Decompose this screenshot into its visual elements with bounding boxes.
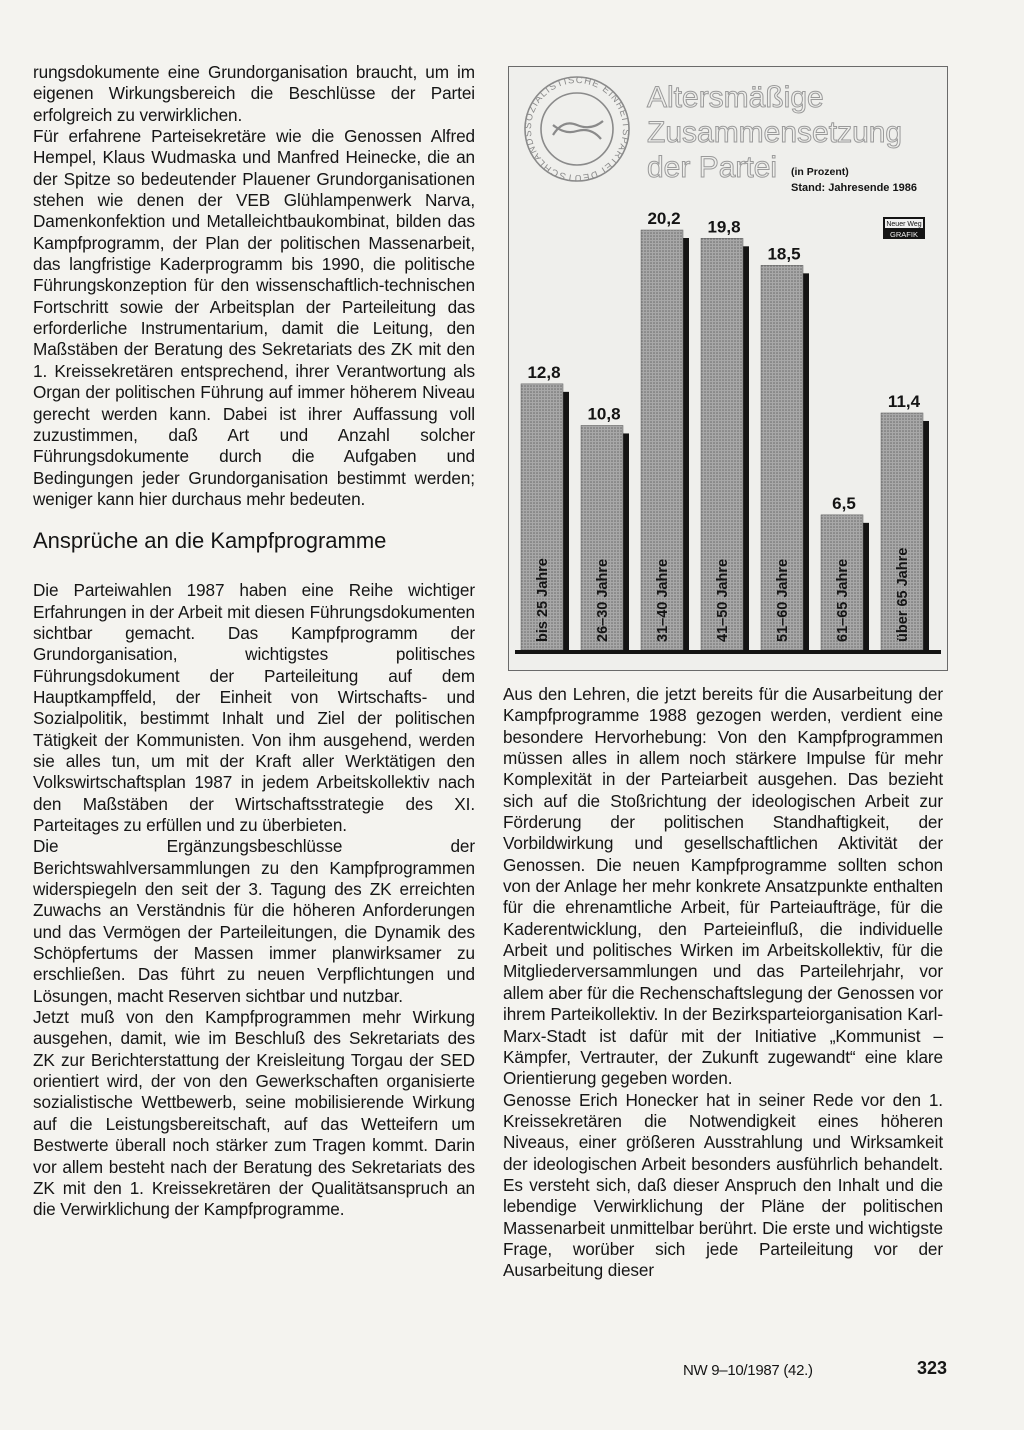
chart-baseline: [515, 650, 941, 654]
age-chart: [508, 66, 948, 671]
badge-text-bottom: GRAFIK: [890, 230, 918, 239]
bar-category-label: bis 25 Jahre: [535, 558, 551, 642]
bar-shadow: [803, 273, 809, 650]
bar-shadow: [743, 246, 749, 650]
bar-shadow: [563, 392, 569, 650]
bar-shadow: [623, 433, 629, 650]
bar-shadow: [863, 523, 869, 650]
paragraph: Jetzt muß von den Kampfprogrammen mehr Wirkung ausgehen, damit, wie im Beschluß des Sekretariats des ZK zur Berichterstattung der Kreisleitung Torgau der SED orientiert wird, der von den Gewerkschaften organisierte sozialistische Wettbewerb, seine mobilisierende Wirkung auf die Leistungsbereitschaft, auf das Wetteifern um Bestwerte überall noch stärker zum Tragen kommt. Darin vor allem besteht nach der Beratung des Sekretariats des ZK mit den 1. Kreissekretären der Qualitätsanspruch an die Verwirklichung der Kampfprogramme.: [33, 1007, 475, 1220]
paragraph: Genosse Erich Honecker hat in seiner Rede vor den 1. Kreissekretären die Notwendigkeit eines höheren Niveaus, einer größeren Ausstrahlung und Wirksamkeit der ideologischen Arbeit besonders ausführlich behandelt. Es versteht sich, daß dieser Anspruch den Inhalt und die lebendige Verwirklichung der Pläne der politischen Massenarbeit unmittelbar berührt. Die erste und wichtigste Frage, worüber sich jede Parteileitung vor der Ausarbeitung dieser: [503, 1089, 943, 1281]
footer-source: NW 9–10/1987 (42.): [683, 1362, 813, 1379]
publisher-badge: [883, 217, 925, 239]
bar-value-label: 11,4: [887, 391, 921, 411]
chart-title-line-3: der Partei: [647, 151, 778, 184]
left-text-column: [33, 62, 475, 1221]
chart-svg: [509, 67, 947, 670]
bar-value-label: 20,2: [647, 209, 681, 228]
party-emblem-icon: [523, 75, 631, 183]
page-number: 323: [917, 1358, 948, 1378]
bar-shadow: [923, 421, 929, 650]
emblem-text: SOZIALISTISCHE EINHEITSPARTEI DEUTSCHLANDS: [522, 74, 632, 184]
bar-category-label: 41–50 Jahre: [715, 558, 731, 642]
chart-title-line-2: Zusammensetzung: [647, 116, 903, 149]
paragraph: rungsdokumente eine Grundorganisation braucht, um im eigenen Wirkungsbereich die Beschlüsse der Partei erfolgreich zu verwirklichen.: [33, 62, 475, 125]
paragraph: Aus den Lehren, die jetzt bereits für die Ausarbeitung der Kampfprogramme 1988 gezogen werden, verdient eine besondere Hervorhebung: Von den Kampfprogrammen müssen alles in allem noch stärkere Impulse für mehr Komplexität in der Parteiarbeit ausgehen. Das bezieht sich auf die Stoßrichtung der ideologischen Arbeit zur Förderung der politischen Standhaftigkeit, der Vorbildwirkung und gesellschaftlichen Aktivität der Genossen. Die neuen Kampfprogramme sollten schon von der Anlage her mehr konkrete Ansatzpunkte enthalten für die ehrenamtliche Arbeit, für Parteiaufträge, für die Kaderentwicklung, den Parteieinfluß, die individuelle Arbeit und politisches Wirken im Arbeitskollektiv, für die Mitgliederversammlungen und das Parteilehrjahr, vor allem aber für die Rechenschaftslegung der Genossen vor ihrem Parteikollektiv. In der Bezirksparteiorganisation Karl-Marx-Stadt ist dafür mit der Initiative „Kommunist – Kämpfer, Vertrauter, der Zukunft zugewandt“ eine klare Orientierung gegeben worden.: [503, 684, 943, 1089]
bar-category-label: 31–40 Jahre: [655, 558, 671, 642]
paragraph: Die Parteiwahlen 1987 haben eine Reihe wichtiger Erfahrungen in der Arbeit mit diesen Führungsdokumenten sichtbar gemacht. Das Kampfprogramm der Grundorganisation, wichtigstes politisches Führungsdokument der Parteileitung auf dem Hauptkampffeld, der Einheit von Wirtschafts- und Sozialpolitik, bestimmt Inhalt und Ziel der politischen Tätigkeit der Kommunisten. Von ihm ausgehend, werden sie alles tun, um mit der Kraft aller Werktätigen den Volkswirtschaftsplan 1987 in jedem Arbeitskollektiv nach den Maßstäben der Wirtschaftsstrategie des XI. Parteitages zu erfüllen und zu überbieten.: [33, 580, 475, 835]
right-text-column: [503, 684, 943, 1282]
bar-value-label: 19,8: [707, 217, 741, 237]
paragraph: Für erfahrene Parteisekretäre wie die Genossen Alfred Hempel, Klaus Wudmaska und Manfred Heinecke, die an der Spitze so bedeutender Plauener Grundorganisationen stehen wie denen der VEB Glühlampenwerk Narva, Damenkonfektion und Metalleichtbaukombinat, bilden das Kampfprogramm, der Plan der politischen Massenarbeit, das langfristige Kaderprogramm bis 1990, die politische Führungskonzeption für den wissenschaftlich-technischen Fortschritt sowie der Arbeitsplan der Parteileitung das erforderliche Instrumentarium, damit die Leitung, den Maßstäben der Beratung des Sekretariats des ZK mit den 1. Kreissekretären entsprechend, ihrer Verantwortung als Organ der politischen Führung auf immer höherem Niveau gerecht werden kann. Dabei ist ihrer Auffassung voll zuzustimmen, daß Art und Anzahl solcher Führungsdokumente durch die Aufgaben und Bedingungen jeder Grundorganisation bestimmt werden; weniger kann hier durchaus mehr bedeuten.: [33, 126, 475, 509]
bar-category-label: 61–65 Jahre: [835, 558, 851, 642]
chart-title-line-1: Altersmäßige: [647, 81, 824, 114]
chart-unit-note: (in Prozent): [791, 166, 849, 178]
bar-value-label: 12,8: [527, 362, 561, 382]
bar-category-label: über 65 Jahre: [895, 547, 911, 642]
section-heading: Ansprüche an die Kampfprogramme: [33, 528, 387, 554]
bar-category-label: 51–60 Jahre: [775, 558, 791, 642]
bar-category-label: 26–30 Jahre: [595, 558, 611, 642]
bar-value-label: 18,5: [767, 244, 801, 264]
bar-value-label: 10,8: [587, 404, 621, 424]
badge-text-top: Neuer Weg: [886, 221, 922, 228]
paragraph: Die Ergänzungsbeschlüsse der Berichtswahlversammlungen zu den Kampfprogrammen widerspiegeln den seit der 3. Tagung des ZK erreichten Zuwachs an Verständnis für die höheren Anforderungen und das Vermögen der Parteileitungen, die Dynamik des Schöpfertums der Massen immer planwirksamer zu erschließen. Das führt zu neuen Verpflichtungen und Lösungen, macht Reserven sichtbar und nutzbar.: [33, 836, 475, 1006]
bar-shadow: [683, 238, 689, 650]
svg-text:SOZIALISTISCHE EINHEITSPARTEI: [523, 75, 631, 183]
bar-value-label: 6,5: [832, 493, 856, 513]
chart-date-note: Stand: Jahresende 1986: [791, 182, 917, 194]
